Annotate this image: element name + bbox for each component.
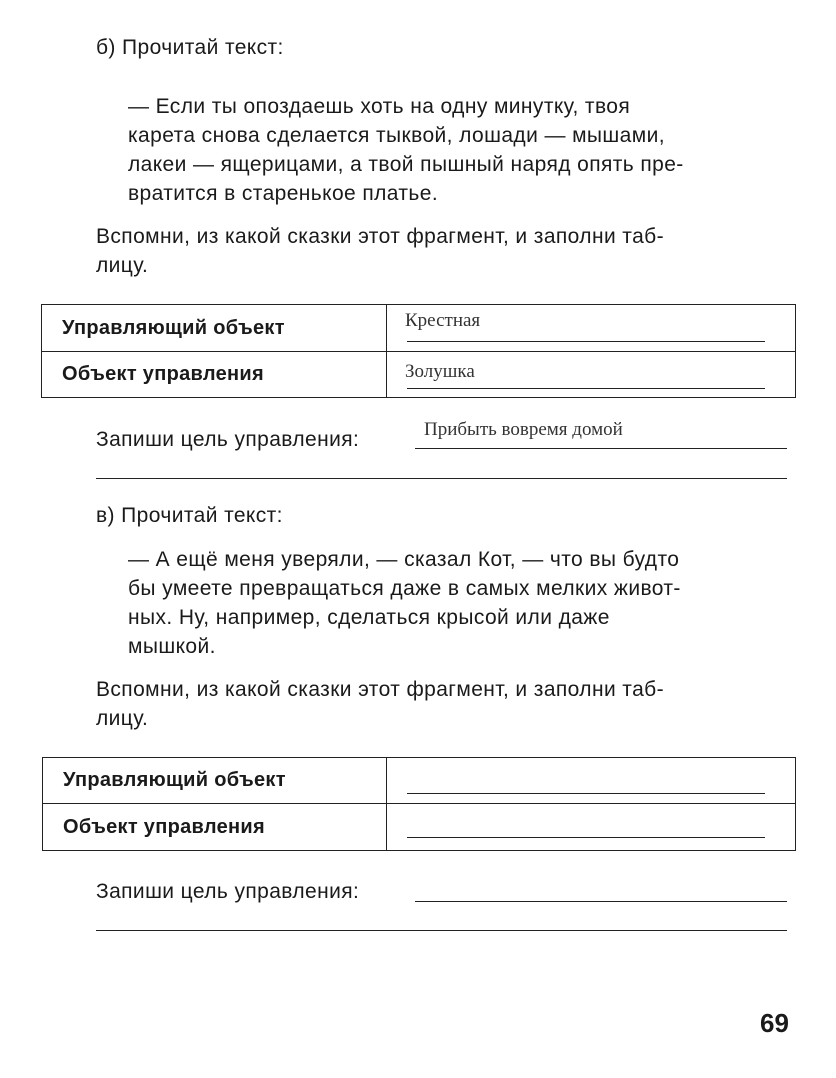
excerpt-line: вратится в старенькое платье. (128, 182, 439, 205)
answer-line (407, 388, 765, 389)
row-label-controlled-object: Объект управления (42, 352, 387, 398)
section-b-excerpt (128, 92, 794, 208)
instruction-line: лицу. (96, 254, 149, 277)
section-v-heading: в) Прочитай текст: (96, 504, 283, 527)
excerpt-line: лакеи — ящерицами, а твой пышный наряд опять пре- (128, 153, 684, 176)
answer-line (407, 837, 765, 838)
answer-cell-controlled-object[interactable] (387, 804, 796, 851)
instruction-line: Вспомни, из какой сказки этот фрагмент, и заполни таб- (96, 225, 664, 248)
section-b-instruction (96, 222, 794, 280)
handwritten-answer: Крестная (405, 310, 481, 331)
page-number: 69 (760, 1008, 789, 1038)
excerpt-line: бы умеете превращаться даже в самых мелких живот- (128, 577, 681, 600)
goal-answer-line-2[interactable] (96, 930, 787, 931)
row-label-controlling-object: Управляющий объект (42, 305, 387, 352)
goal-answer-line[interactable] (415, 448, 787, 449)
section-b-heading: б) Прочитай текст: (96, 36, 284, 59)
section-v-instruction (96, 675, 794, 733)
excerpt-line: — Если ты опоздаешь хоть на одну минутку, твоя (128, 95, 631, 118)
goal-answer-line-2[interactable] (96, 478, 787, 479)
instruction-line: Вспомни, из какой сказки этот фрагмент, и заполни таб- (96, 678, 664, 701)
answer-line (407, 341, 765, 342)
excerpt-line: — А ещё меня уверяли, — сказал Кот, — что вы будто (128, 548, 680, 571)
excerpt-line: карета снова сделается тыквой, лошади — мышами, (128, 124, 665, 147)
section-b-goal-label: Запиши цель управления: (96, 428, 360, 451)
excerpt-line: ных. Ну, например, сделаться крысой или даже (128, 606, 610, 629)
excerpt-line: мышкой. (128, 635, 216, 658)
goal-answer-line[interactable] (415, 901, 787, 902)
answer-cell-controlling-object[interactable] (387, 758, 796, 804)
row-label-controlling-object: Управляющий объект (43, 758, 387, 804)
answer-line (407, 793, 765, 794)
instruction-line: лицу. (96, 707, 149, 730)
answer-cell-controlled-object[interactable] (387, 352, 796, 398)
answer-cell-controlling-object[interactable] (387, 305, 796, 352)
section-v-table (42, 757, 796, 851)
row-label-controlled-object: Объект управления (43, 804, 387, 851)
handwritten-answer: Золушка (405, 361, 475, 382)
section-b-table (41, 304, 796, 398)
handwritten-goal-answer: Прибыть вовремя домой (424, 419, 623, 440)
section-v-goal-label: Запиши цель управления: (96, 880, 360, 903)
section-v-excerpt (128, 545, 794, 661)
